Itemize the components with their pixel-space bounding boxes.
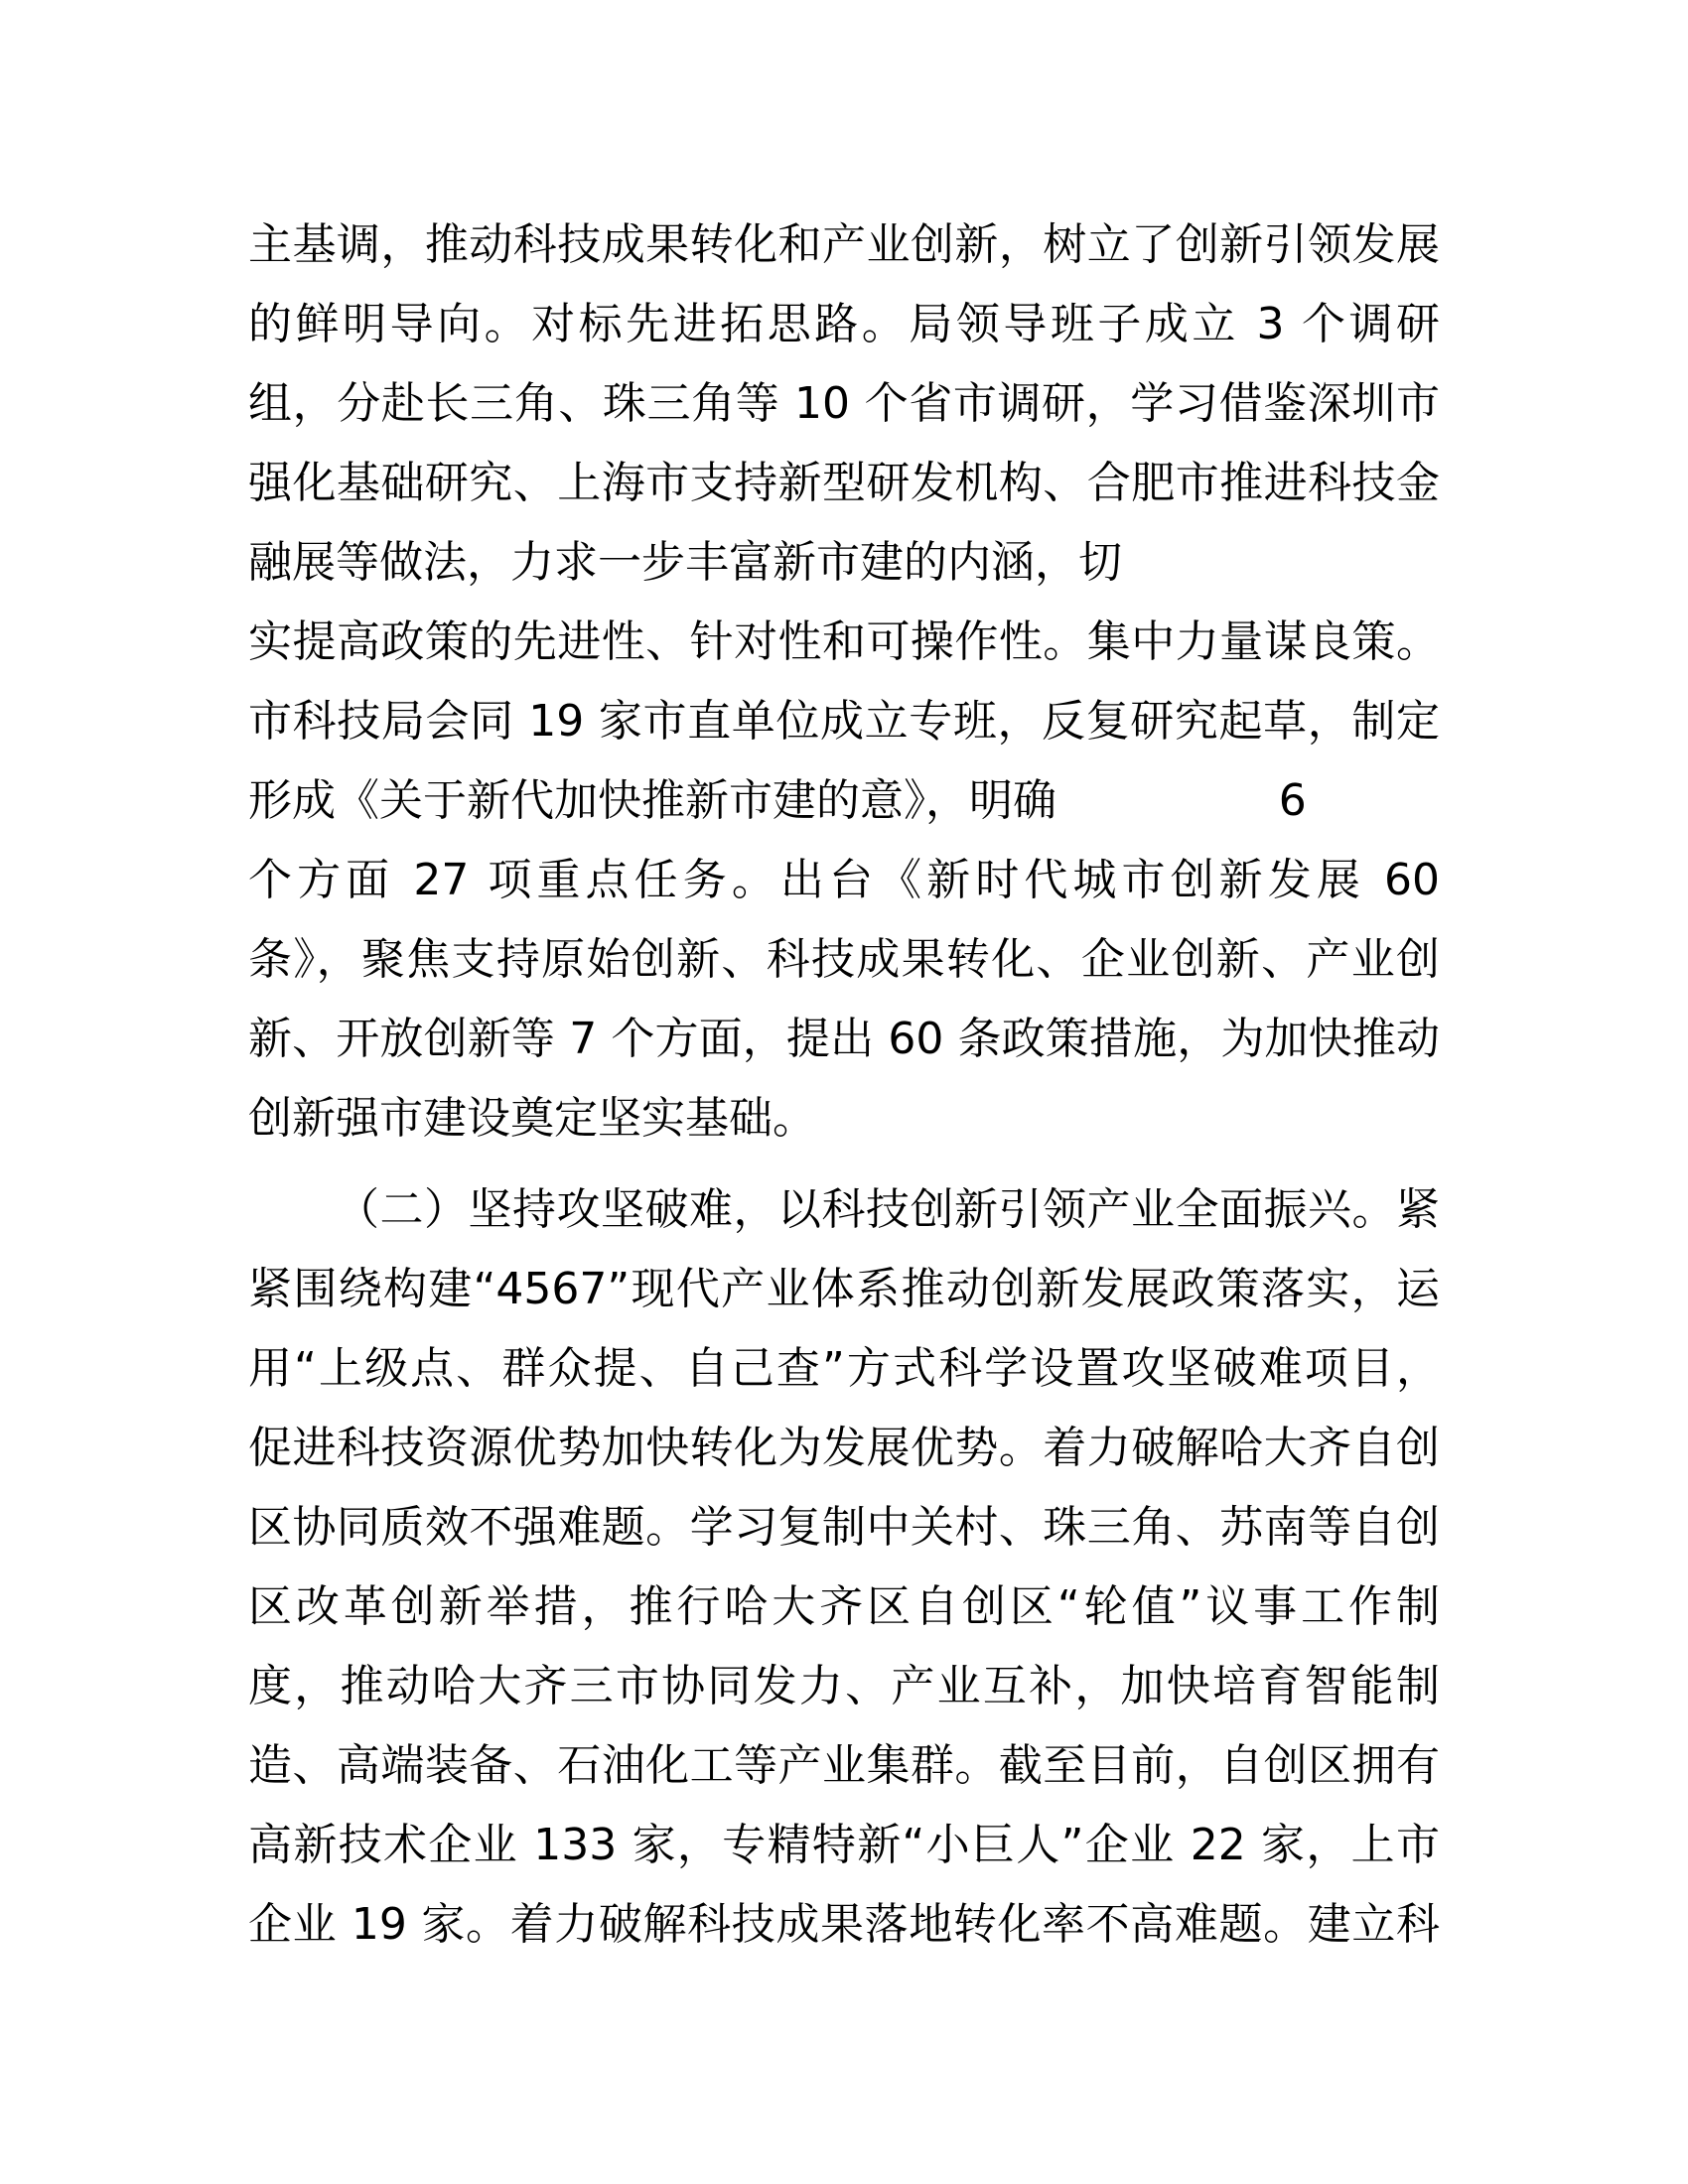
text-line: 形成《关于新代加快推新市建的意》，明确 6 (248, 775, 1307, 826)
text-line: 强化基础研究、上海市支持新型研发机构、合肥市推进科技金 (248, 458, 1440, 508)
text-line: 条》，聚焦支持原始创新、科技成果转化、企业创新、产业创 (248, 934, 1440, 985)
text-line: 高新技术企业 133 家，专精特新“小巨人”企业 22 家，上市 (248, 1820, 1440, 1870)
text-line: 个方面 27 项重点任务。出台《新时代城市创新发展 60 (248, 855, 1440, 905)
text-line: （二）坚持攻坚破难，以科技创新引领产业全面振兴。紧 (336, 1184, 1440, 1235)
text-line: 组，分赴长三角、珠三角等 10 个省市调研，学习借鉴深圳市 (248, 378, 1440, 429)
text-line: 新、开放创新等 7 个方面，提出 60 条政策措施，为加快推动 (248, 1014, 1440, 1064)
text-line: 实提高政策的先进性、针对性和可操作性。集中力量谋良策。 (248, 616, 1440, 667)
text-line: 紧围绕构建“4567”现代产业体系推动创新发展政策落实，运 (248, 1264, 1440, 1314)
text-line: 的鲜明导向。对标先进拓思路。局领导班子成立 3 个调研 (248, 299, 1440, 349)
text-line: 市科技局会同 19 家市直单位成立专班，反复研究起草，制定 (248, 696, 1440, 747)
paragraph-gap (248, 1159, 1440, 1170)
text-line: 造、高端装备、石油化工等产业集群。截至目前，自创区拥有 (248, 1740, 1440, 1791)
text-line: 区改革创新举措，推行哈大齐区自创区“轮值”议事工作制 (248, 1581, 1440, 1632)
text-line: 促进科技资源优势加快转化为发展优势。着力破解哈大齐自创 (248, 1423, 1440, 1473)
text-line: 创新强市建设奠定坚实基础。 (248, 1093, 816, 1144)
text-line: 主基调，推动科技成果转化和产业创新，树立了创新引领发展 (248, 219, 1440, 270)
text-line: 区协同质效不强难题。学习复制中关村、珠三角、苏南等自创 (248, 1502, 1440, 1553)
text-line: 融展等做法，力求一步丰富新市建的内涵，切 (248, 537, 1122, 588)
text-line: 用“上级点、群众提、自己查”方式科学设置攻坚破难项目， (248, 1343, 1440, 1394)
text-line: 度，推动哈大齐三市协同发力、产业互补，加快培育智能制 (248, 1661, 1440, 1711)
document-body (248, 205, 1440, 1965)
text-line: 企业 19 家。着力破解科技成果落地转化率不高难题。建立科 (248, 1899, 1440, 1950)
